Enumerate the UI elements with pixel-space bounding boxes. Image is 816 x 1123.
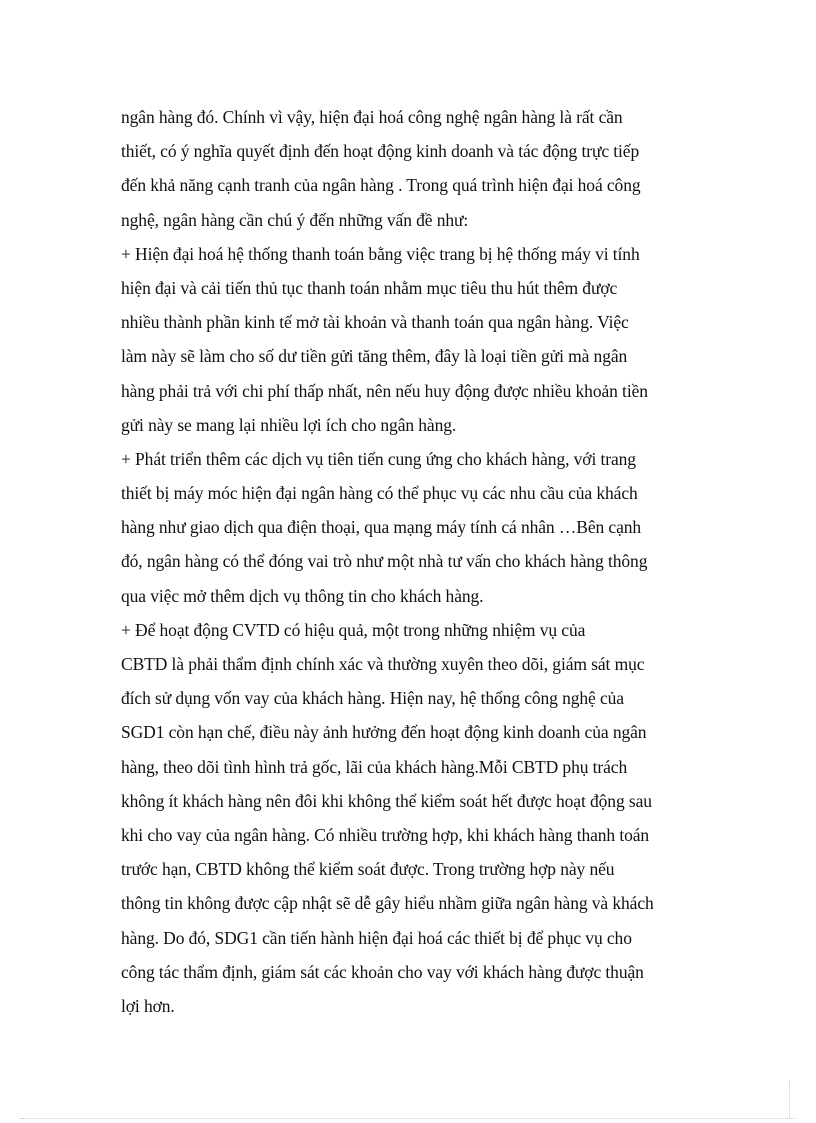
text-line: lợi hơn. xyxy=(121,995,175,1016)
text-line: đó, ngân hàng có thể đóng vai trò như một nhà tư vấn cho khách hàng thông xyxy=(121,551,648,572)
text-line: + Hiện đại hoá hệ thống thanh toán bằng việc trang bị hệ thống máy vi tính xyxy=(121,243,640,264)
text-line: thiết bị máy móc hiện đại ngân hàng có thể phục vụ các nhu cầu của khách xyxy=(121,483,638,504)
text-line: CBTD là phải thẩm định chính xác và thường xuyên theo dõi, giám sát mục xyxy=(121,654,645,674)
text-line: SGD1 còn hạn chế, điều này ảnh hưởng đến hoạt động kinh doanh của ngân xyxy=(121,722,647,743)
text-line: hàng như giao dịch qua điện thoại, qua mạng máy tính cá nhân …Bên cạnh xyxy=(121,517,642,538)
text-line: hàng phải trả với chi phí thấp nhất, nên nếu huy động được nhiều khoản tiền xyxy=(121,380,648,401)
text-line: khi cho vay của ngân hàng. Có nhiều trường hợp, khi khách hàng thanh toán xyxy=(121,824,650,845)
text-line: gửi này se mang lại nhiều lợi ích cho ngân hàng. xyxy=(121,414,457,435)
text-line: ngân hàng đó. Chính vì vậy, hiện đại hoá công nghệ ngân hàng là rất cần xyxy=(121,107,623,127)
body-text xyxy=(121,100,701,1023)
text-line: làm này sẽ làm cho số dư tiền gửi tăng thêm, đây là loại tiền gửi mà ngân xyxy=(121,346,628,367)
text-line: hàng. Do đó, SDG1 cần tiến hành hiện đại hoá các thiết bị để phục vụ cho xyxy=(121,927,632,948)
text-line: đến khả năng cạnh tranh của ngân hàng . Trong quá trình hiện đại hoá công xyxy=(121,175,641,196)
text-line: đích sử dụng vốn vay của khách hàng. Hiện nay, hệ thống công nghệ của xyxy=(121,688,624,709)
text-line: hàng, theo dõi tình hình trả gốc, lãi của khách hàng.Mỗi CBTD phụ trách xyxy=(121,756,628,777)
text-line: thiết, có ý nghĩa quyết định đến hoạt động kinh doanh và tác động trực tiếp xyxy=(121,141,640,162)
text-line: thông tin không được cập nhật sẽ dễ gây hiểu nhầm giữa ngân hàng và khách xyxy=(121,893,654,914)
text-line: không ít khách hàng nên đôi khi không thể kiểm soát hết được hoạt động sau xyxy=(121,790,652,811)
page-corner-mark xyxy=(789,1080,790,1118)
text-line: nhiều thành phần kinh tế mở tài khoản và thanh toán qua ngân hàng. Việc xyxy=(121,312,629,333)
text-line: công tác thẩm định, giám sát các khoản cho vay với khách hàng được thuận xyxy=(121,961,644,982)
text-line: trước hạn, CBTD không thể kiểm soát được. Trong trường hợp này nếu xyxy=(121,859,615,880)
text-line: hiện đại và cải tiến thủ tục thanh toán nhằm mục tiêu thu hút thêm được xyxy=(121,277,618,298)
page-bottom-divider xyxy=(20,1118,796,1119)
text-line: + Để hoạt động CVTD có hiệu quả, một trong những nhiệm vụ của xyxy=(121,619,586,640)
text-line: qua việc mở thêm dịch vụ thông tin cho khách hàng. xyxy=(121,585,484,606)
text-line: nghệ, ngân hàng cần chú ý đến những vấn đề như: xyxy=(121,209,469,230)
text-line: + Phát triển thêm các dịch vụ tiên tiến cung ứng cho khách hàng, với trang xyxy=(121,448,636,469)
